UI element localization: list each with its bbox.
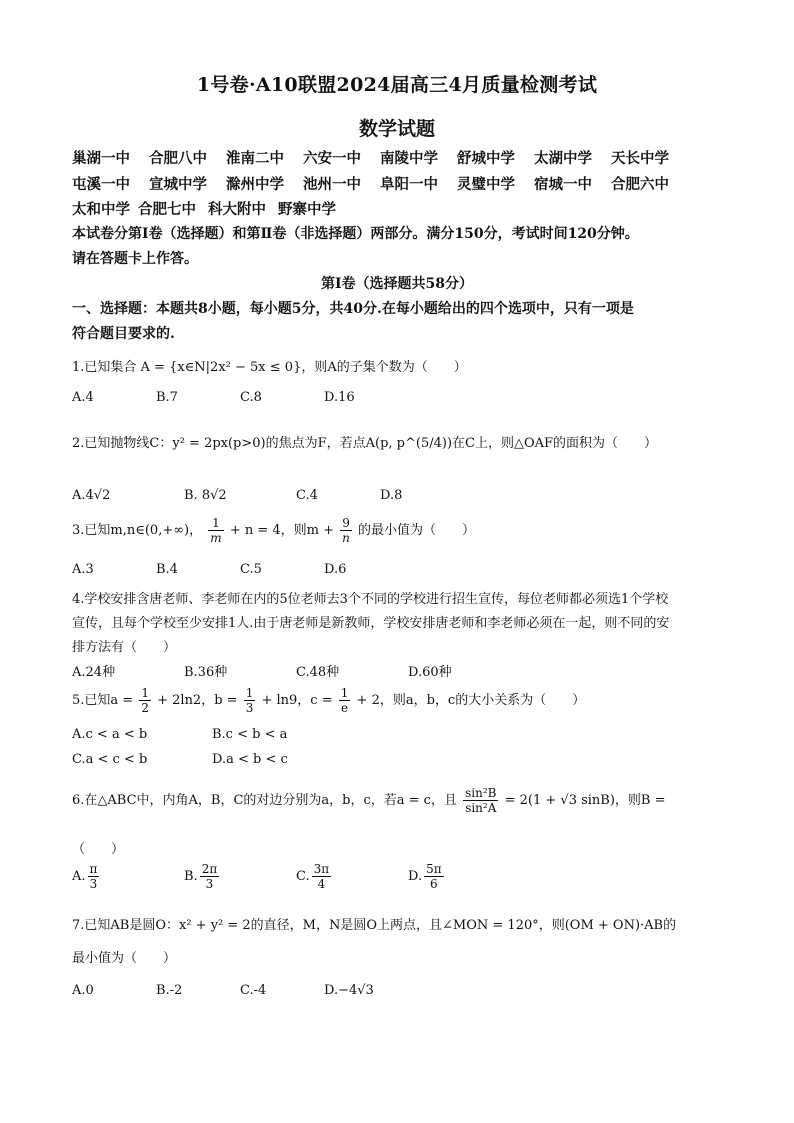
question-6-options [72, 862, 446, 891]
denominator: 2 [141, 701, 149, 715]
option: B.4 [156, 562, 178, 577]
fraction [312, 862, 332, 891]
fraction [200, 862, 220, 891]
stem-text: = 2(1 + √3 sinB)，则B = [504, 793, 666, 808]
numerator: 1 [141, 686, 149, 700]
stem-text: + ln9，c = [261, 693, 333, 708]
fraction [88, 862, 100, 891]
school-name: 科大附中 [208, 201, 266, 218]
option: B.-2 [156, 983, 183, 998]
exam-intro-line-2: 请在答题卡上作答。 [72, 251, 198, 267]
school-name: 六安一中 [303, 150, 361, 167]
option: B.36种 [184, 665, 228, 680]
numerator: 1 [245, 686, 254, 700]
question-3-options [72, 562, 346, 577]
option: C.-4 [240, 983, 267, 998]
stem-text: + 2ln2，b = [157, 693, 238, 708]
option [72, 862, 184, 891]
option: C.48种 [296, 665, 340, 680]
option-letter: B. [184, 869, 198, 884]
question-1-stem: 1.已知集合 A = {x∈N|2x² − 5x ≤ 0}，则A的子集个数为（ ） [72, 360, 467, 375]
question-4-stem-line-3: 排方法有（ ） [72, 640, 177, 655]
school-name: 淮南二中 [226, 150, 284, 167]
school-list-row-2 [72, 173, 669, 194]
question-4-options [72, 661, 452, 680]
option: D.a < b < c [212, 752, 288, 767]
school-list-row-1 [72, 147, 669, 168]
exam-subtitle: 数学试题 [358, 118, 435, 140]
option-letter: A. [72, 869, 86, 884]
option: C.5 [240, 562, 262, 577]
school-name: 合肥八中 [149, 150, 207, 167]
denominator: e [341, 701, 349, 715]
question-5-options-row-1 [72, 727, 287, 742]
option: D.8 [380, 488, 403, 503]
exam-title: 1号卷·A10联盟2024届高三4月质量检测考试 [196, 74, 598, 96]
denominator: sin²A [465, 801, 497, 815]
school-name: 野寨中学 [278, 201, 336, 218]
fraction [208, 516, 223, 545]
option [184, 862, 296, 891]
numerator: sin²B [465, 786, 497, 800]
option: B.c < b < a [212, 727, 288, 742]
denominator: n [342, 531, 350, 545]
school-name: 南陵中学 [380, 150, 438, 167]
stem-text: 5.已知a = [72, 693, 134, 708]
denominator: 4 [317, 877, 326, 891]
option: A.4 [72, 390, 94, 405]
option: D.6 [324, 562, 347, 577]
denominator: 3 [205, 877, 214, 891]
school-name: 合肥六中 [611, 176, 669, 193]
option: D.60种 [408, 665, 452, 680]
numerator: 3π [313, 862, 330, 876]
school-name: 宣城中学 [149, 176, 207, 193]
stem-text: + n = 4，则m + [229, 523, 334, 538]
option: C.8 [240, 390, 262, 405]
stem-text: + 2，则a，b，c的大小关系为（ ） [356, 693, 586, 708]
school-name: 阜阳一中 [380, 176, 438, 193]
school-name: 灵璧中学 [457, 176, 515, 193]
numerator: 2π [201, 862, 218, 876]
question-5-stem [72, 686, 585, 715]
denominator: 6 [430, 877, 438, 891]
school-name: 宿城一中 [534, 176, 592, 193]
school-name: 天长中学 [611, 150, 669, 167]
question-7-stem-line-1: 7.已知AB是圆O：x² + y² = 2的直径，M，N是圆O上两点，且∠MON = 120°，则(OM + ON)·AB的 [72, 918, 677, 933]
school-name: 舒城中学 [457, 150, 515, 167]
denominator: 3 [245, 701, 254, 715]
question-7-options [72, 983, 374, 998]
stem-text: 3.已知m,n∈(0,+∞)， [72, 523, 203, 538]
school-name: 太和中学 [72, 201, 130, 218]
numerator: π [89, 862, 98, 876]
question-4-stem-line-2: 宣传，且每个学校至少安排1人.由于唐老师是新教师，学校安排唐老师和李老师必须在一起，则不同的安 [72, 616, 670, 631]
fraction [463, 786, 498, 815]
school-name: 屯溪一中 [72, 176, 130, 193]
section-instruction-line-2: 符合题目要求的. [72, 326, 175, 342]
question-6-stem [72, 786, 666, 815]
stem-text: 的最小值为（ ） [358, 523, 476, 538]
option: C.4 [296, 488, 318, 503]
question-5-options-row-2 [72, 752, 288, 767]
school-name: 太湖中学 [534, 150, 592, 167]
school-name: 巢湖一中 [72, 150, 130, 167]
option: B. 8√2 [184, 488, 227, 503]
option-letter: D. [408, 869, 423, 884]
option: D.−4√3 [324, 983, 374, 998]
option: A.4√2 [72, 488, 111, 503]
fraction [424, 862, 444, 891]
fraction [139, 686, 151, 715]
option: B.7 [156, 390, 178, 405]
school-name: 池州一中 [303, 176, 361, 193]
question-6-stem-line-2: （ ） [72, 842, 125, 857]
denominator: m [210, 531, 222, 545]
question-7-stem-line-2: 最小值为（ ） [72, 951, 177, 966]
question-4-stem-line-1: 4.学校安排含唐老师、李老师在内的5位老师去3个不同的学校进行招生宣传，每位老师都必须选1个学校 [72, 592, 669, 607]
option: A.24种 [72, 665, 116, 680]
stem-text: 6.在△ABC中，内角A，B，C的对边分别为a，b，c，若a = c，且 [72, 793, 457, 808]
numerator: 5π [426, 862, 442, 876]
option: D.16 [324, 390, 355, 405]
fraction [339, 686, 351, 715]
option: A.3 [72, 562, 94, 577]
school-name: 合肥七中 [138, 201, 196, 218]
option-letter: C. [296, 869, 310, 884]
option: C.a < c < b [72, 752, 148, 767]
numerator: 1 [340, 686, 349, 700]
numerator: 1 [208, 516, 223, 531]
denominator: 3 [89, 877, 98, 891]
school-list-row-3 [72, 198, 355, 219]
option: A.0 [72, 983, 94, 998]
section-instruction-line-1: 一、选择题：本题共8小题，每小题5分，共40分.在每小题给出的四个选项中，只有一项是 [72, 301, 634, 317]
question-2-stem: 2.已知抛物线C：y² = 2px(p>0)的焦点为F，若点A(p, p^(5/4))在C上，则△OAF的面积为（ ） [72, 436, 658, 451]
school-name: 滁州中学 [226, 176, 284, 193]
question-3-stem [72, 516, 475, 545]
fraction [340, 516, 352, 545]
exam-intro-line-1: 本试卷分第Ⅰ卷（选择题）和第Ⅱ卷（非选择题）两部分。满分150分，考试时间120分钟。 [72, 226, 639, 242]
option [408, 862, 446, 891]
fraction [244, 686, 256, 715]
question-2-options [72, 488, 402, 503]
question-1-options [72, 390, 355, 405]
option [296, 862, 408, 891]
numerator: 9 [340, 516, 352, 531]
section-heading: 第Ⅰ卷（选择题共58分） [320, 276, 474, 292]
option: A.c < a < b [72, 727, 148, 742]
